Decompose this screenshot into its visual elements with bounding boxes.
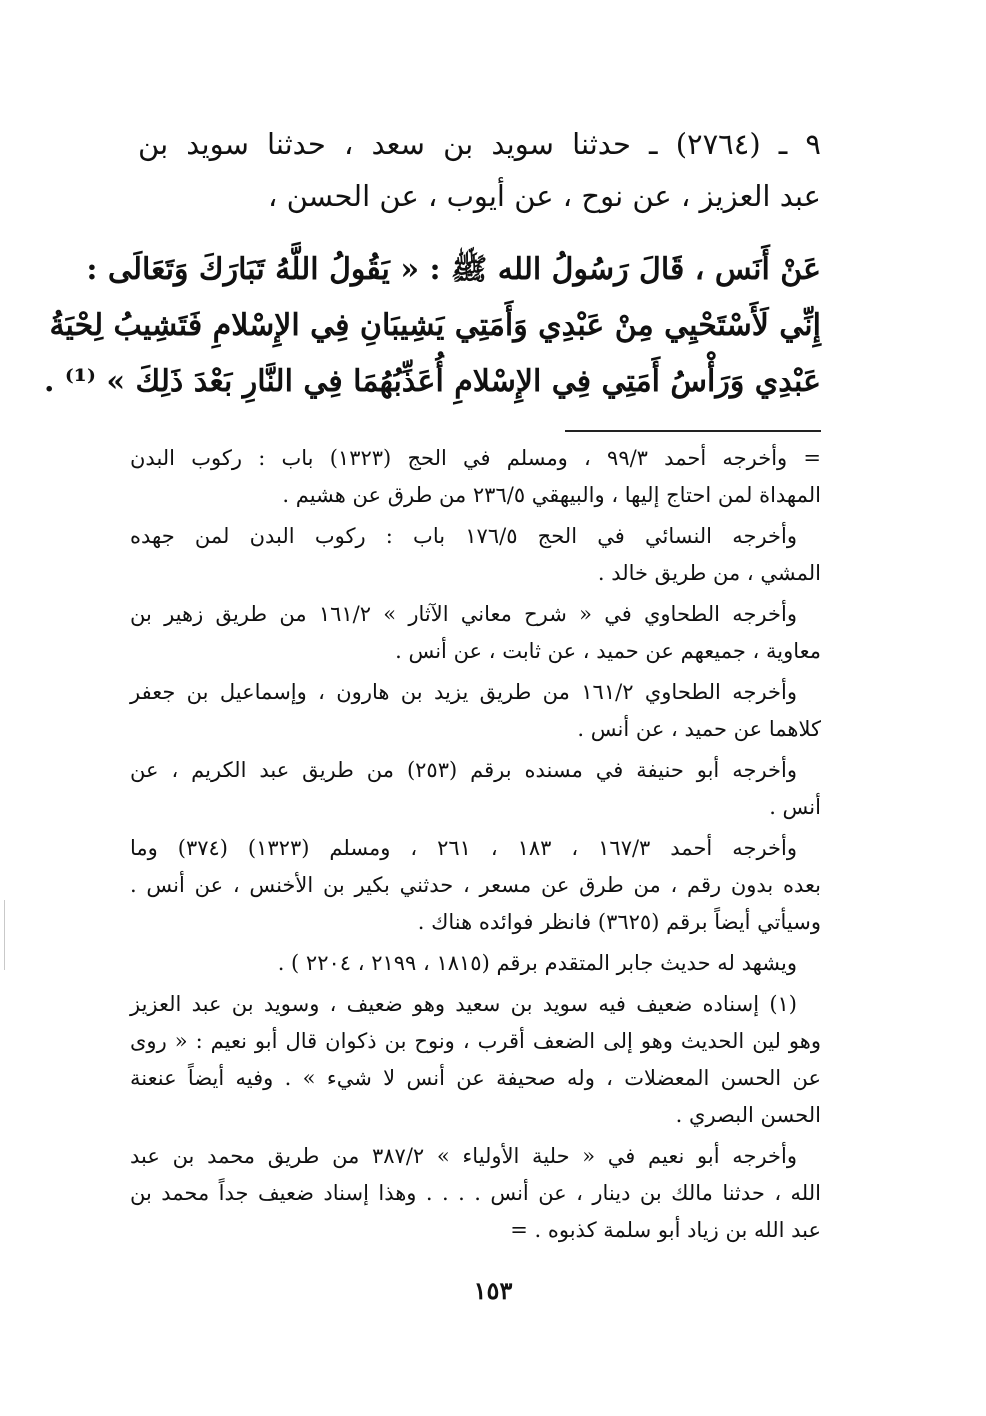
footnote-line: وأخرجه الطحاوي في « شرح معاني الآثار » ١٦١/٢ من طريق زهير بن: [130, 602, 797, 626]
isnad-line: عبد العزيز ، عن نوح ، عن أيوب ، عن الحسن ،: [268, 179, 821, 213]
isnad-line: ٩ ـ (٢٧٦٤) ـ حدثنا سويد بن سعد ، حدثنا سويد بن: [138, 127, 821, 161]
footnote-paragraph: [130, 596, 821, 670]
matn-line: عَبْدِي وَرَأْسُ أَمَتِي فِي الإِسْلامِ أُعَذِّبُهُمَا فِي النَّارِ بَعْدَ ذَلِكَ » ⁽¹⁾ .: [43, 364, 821, 399]
footnote-line: وأخرجه الطحاوي ١٦١/٢ من طريق يزيد بن هارون ، وإسماعيل بن جعفر: [130, 680, 797, 704]
footnote-paragraph: [130, 752, 821, 826]
footnote-line: معاوية ، جميعهم عن حميد ، عن ثابت ، عن أنس .: [395, 639, 821, 663]
footnote-paragraph: [130, 986, 821, 1134]
footnote-line: وأخرجه أبو نعيم في « حلية الأولياء » ٣٨٧/٢ من طريق محمد بن عبد: [130, 1144, 797, 1168]
matn-line: إِنِّي لَأَسْتَحْيِي مِنْ عَبْدِي وَأَمَتِي يَشِيبَانِ فِي الإِسْلامِ فَتَشِيبُ لِحْيَةُ: [49, 308, 821, 343]
footnote-paragraph: [130, 1138, 821, 1249]
footnote-line: ويشهد له حديث جابر المتقدم برقم (١٨١٥ ، ٢١٩٩ ، ٢٢٠٤ ) .: [277, 951, 797, 975]
footnote-line: الحسن البصري .: [675, 1103, 821, 1127]
footnote-line: وأخرجه النسائي في الحج ١٧٦/٥ باب : ركوب البدن لمن جهده: [130, 524, 798, 548]
footnote-paragraph: [130, 830, 821, 941]
footnote-paragraph: [130, 945, 821, 982]
footnote-line: وسيأتي أيضاً برقم (٣٦٢٥) فانظر فوائده هناك .: [417, 910, 821, 934]
footnote-line: = وأخرجه أحمد ٩٩/٣ ، ومسلم في الحج (١٣٢٣) باب : ركوب البدن: [130, 446, 821, 470]
footnote-paragraph: [130, 674, 821, 748]
footnote-divider: [565, 430, 821, 432]
footnote-line: المهداة لمن احتاج إليها ، والبيهقي ٢٣٦/٥ من طرق عن هشيم .: [282, 483, 821, 507]
footnote-line: وأخرجه أبو حنيفة في مسنده برقم (٢٥٣) من طريق عبد الكريم ، عن: [130, 758, 797, 782]
footnote-line: أنس .: [769, 795, 821, 819]
footnote-paragraph: [130, 440, 821, 514]
footnote-line: وأخرجه أحمد ١٦٧/٣ ، ١٨٣ ، ٢٦١ ، ومسلم (١٣٢٣) (٣٧٤) وما: [130, 836, 797, 860]
hadith-isnad: [138, 118, 821, 222]
matn-line: عَنْ أَنَس ، قَالَ رَسُولُ الله ﷺ : « يَقُولُ اللَّهُ تَبَارَكَ وَتَعَالَى :: [86, 252, 821, 287]
scan-margin-mark: [4, 900, 5, 970]
footnote-line: كلاهما عن حميد ، عن أنس .: [577, 717, 821, 741]
footnote-line: عن الحسن المعضلات ، وله صحيفة عن أنس لا شيء » . وفيه أيضاً عنعنة: [130, 1066, 821, 1090]
page-number: ١٥٣: [473, 1276, 513, 1305]
footnote-paragraph: [130, 518, 821, 592]
hadith-matn: [43, 242, 821, 410]
footnote-line: عبد الله بن زياد أبو سلمة كذبوه . =: [510, 1218, 821, 1242]
footnote-line: بعده بدون رقم ، من طرق عن مسعر ، حدثني بكير بن الأخنس ، عن أنس .: [130, 873, 821, 897]
footnote-line: الله ، حدثنا مالك بن دينار ، عن أنس . . . . وهذا إسناد ضعيف جداً محمد بن: [130, 1181, 821, 1205]
footnote-line: (١) إسناده ضعيف فيه سويد بن سعيد وهو ضعيف ، وسويد بن عبد العزيز: [130, 992, 797, 1016]
footnotes-section: [130, 440, 821, 1253]
footnote-line: وهو لين الحديث وهو إلى الضعف أقرب ، ونوح بن ذكوان قال أبو نعيم : « روى: [130, 1029, 821, 1053]
hadith-text: [43, 118, 821, 410]
footnote-line: المشي ، من طريق خالد .: [597, 561, 821, 585]
